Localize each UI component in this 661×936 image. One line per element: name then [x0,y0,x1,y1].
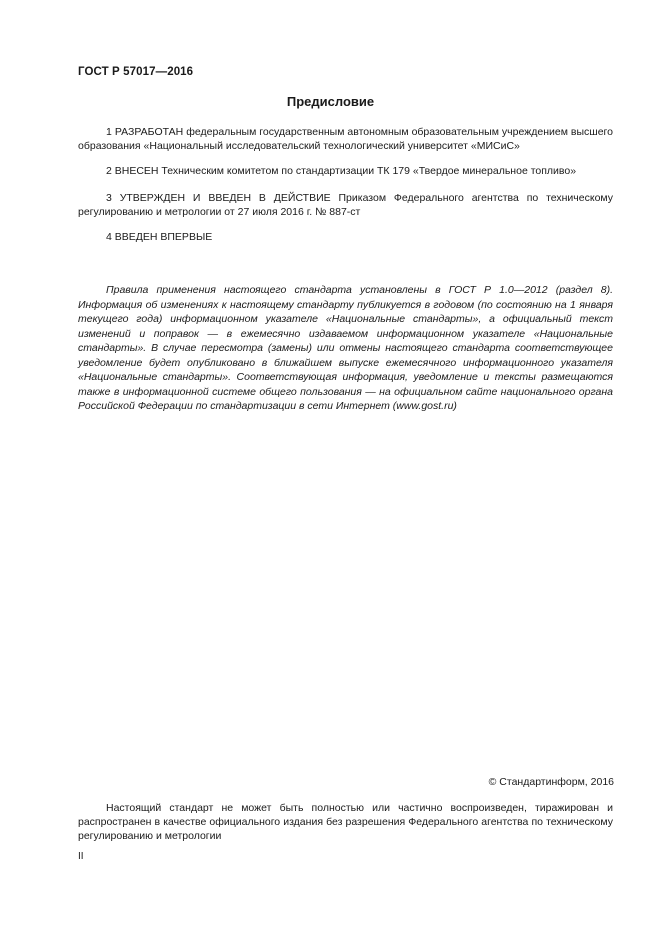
preface-item-2-text: 2 ВНЕСЕН Техническим комитетом по стандартизации ТК 179 «Твердое минеральное топливо» [106,165,577,177]
preface-item-1 [78,126,613,153]
reproduction-notice [78,801,613,843]
document-code: ГОСТ Р 57017—2016 [78,66,194,78]
reproduction-notice-text: Настоящий стандарт не может быть полностью или частично воспроизведен, тиражирован и распространен в качестве официального издания без разрешения Федерального агентства по техническому регулированию и метрологии [78,802,613,842]
preface-item-1-text: 1 РАЗРАБОТАН федеральным государственным автономным образовательным учреждением высшего образования «Национальный исследовательский технологический университет «МИСиС» [78,126,613,152]
page-number: II [78,851,84,862]
preface-item-2 [78,165,613,179]
notice-text: Правила применения настоящего стандарта установлены в ГОСТ Р 1.0—2012 (раздел 8). Информация об изменениях к настоящему стандарту публикуется в годовом (по состоянию на 1 января текущего года) информационном указателе «Национальные стандарты», а официальный текст изменений и поправок — в ежемесячно издаваемом информационном указателе «Национальные стандарты». В случае пересмотра (замены) или отмены настоящего стандарта соответствующее уведомление будет опубликовано в ближайшем выпуске ежемесячного информационного указателя «Национальные стандарты». Соответствующая информация, уведомление и тексты размещаются также в информационной системе общего пользования — на официальном сайте национального органа Российской Федерации по стандартизации в сети Интернет (www.gost.ru) [78,284,613,412]
preface-item-3 [78,192,613,219]
preface-item-4-text: 4 ВВЕДЕН ВПЕРВЫЕ [106,231,213,243]
preface-item-4 [78,231,613,245]
preface-title: Предисловие [286,94,375,109]
copyright-line: © Стандартинформ, 2016 [488,776,614,788]
preface-item-3-text: 3 УТВЕРЖДЕН И ВВЕДЕН В ДЕЙСТВИЕ Приказом Федерального агентства по техническому регулированию и метрологии от 27 июля 2016 г. № 887-ст [78,192,613,218]
application-rules-notice [78,283,613,414]
